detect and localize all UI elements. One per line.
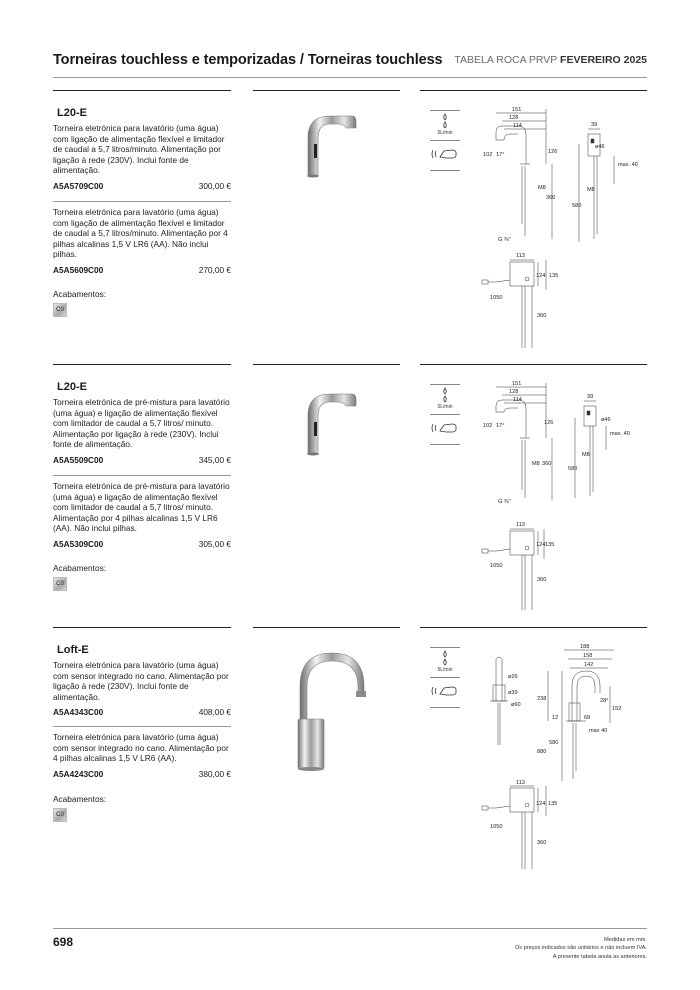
icon-divider	[430, 647, 460, 648]
dim-b: 128	[509, 389, 519, 395]
variant-battery	[53, 481, 231, 549]
dim-box-h1: 124	[536, 273, 546, 279]
water-drops-icon	[430, 649, 460, 669]
section-divider	[420, 90, 647, 91]
dim-box-h2: 135	[548, 801, 558, 807]
dim-box-w: 113	[516, 780, 525, 786]
dim-h880: 880	[537, 749, 547, 755]
icon-divider	[430, 444, 460, 445]
technical-drawing	[474, 641, 644, 891]
dim-h580: 580	[549, 740, 559, 746]
variant-description: Torneira eletrónica para lavatório (uma água) com sensor integrado no cano. Alimentação por ligação à rede (230V). Inclui fonte de alimentação.	[53, 660, 229, 702]
dim-box-w: 113	[516, 522, 525, 528]
product-name: Loft-E	[57, 644, 89, 656]
dim-hose: 360	[537, 840, 547, 846]
dim-d39: ø39	[508, 690, 518, 696]
dim-thread: M8	[532, 461, 540, 467]
variant-description: Torneira eletrónica para lavatório (uma água) com sensor integrado no cano. Alimentação por 4 pilhas alcalinas 1,5 V LR6 (AA).	[53, 732, 229, 764]
dim-angle: 17°	[496, 152, 505, 158]
dim-j: 580	[568, 466, 578, 472]
variant-mains	[53, 397, 231, 465]
dim-d26: ø26	[508, 674, 518, 680]
product-price: 300,00 €	[198, 180, 231, 191]
flow-rate-label: 5L/min	[437, 130, 453, 136]
technical-drawing	[474, 104, 644, 354]
variant-description: Torneira eletrónica de pré-mistura para lavatório (uma água) e ligação de alimentação flexível com limitador de caudal a 5,7 litros/ minuto. Alimentação por 4 pilhas alcalinas 1,5 V LR6 (AA). Não inclui pilhas.	[53, 481, 230, 534]
variant-divider	[53, 475, 231, 476]
variant-battery	[53, 207, 231, 275]
dim-e: 126	[548, 149, 558, 155]
dim-h: 39	[587, 394, 594, 400]
touchless-sensor-icon	[430, 682, 460, 700]
dim-cable: 1050	[490, 824, 503, 830]
dim-hose: 360	[537, 577, 547, 583]
dim-g: G ⅜"	[498, 499, 511, 505]
product-name: L20-E	[57, 381, 87, 393]
finish-chrome-swatch: C0	[53, 577, 67, 591]
variant-divider	[53, 726, 231, 727]
dim-j: 580	[572, 203, 582, 209]
flow-rate-label: 5L/min	[437, 667, 453, 673]
variant-description: Torneira eletrónica para lavatório (uma água) com ligação de alimentação flexível e limitador de caudal a 5,7 litros/minuto. Alimentação por 4 pilhas alcalinas 1,5 V LR6 (AA). Não inclui pilhas.	[53, 207, 228, 260]
faucet-l20e-image	[290, 108, 362, 178]
product-price: 305,00 €	[198, 538, 231, 549]
section-divider	[53, 627, 231, 628]
finishes-label: Acabamentos:	[53, 289, 107, 299]
section-divider	[253, 364, 400, 365]
section-divider	[420, 364, 647, 365]
product-name: L20-E	[57, 107, 87, 119]
product-code: A5A4243C00	[53, 768, 104, 779]
dim-c: 114	[513, 397, 522, 403]
icon-divider	[430, 110, 460, 111]
dim-angle: 17°	[496, 423, 505, 429]
finish-chrome-swatch: C0	[53, 808, 67, 822]
product-section-l20e-2	[0, 364, 700, 634]
section-divider	[53, 364, 231, 365]
dim-hose: 360	[537, 313, 547, 319]
dim-d: 102	[483, 152, 493, 158]
variant-mains	[53, 123, 231, 191]
product-code: A5A4343C00	[53, 707, 104, 718]
dim-w158: 158	[583, 653, 593, 659]
product-price: 345,00 €	[198, 454, 231, 465]
dim-m8b: M8	[582, 452, 590, 458]
product-code: A5A5609C00	[53, 264, 104, 275]
dim-c: 114	[513, 123, 522, 129]
dim-h: 39	[591, 122, 598, 128]
dim-f: 360	[546, 195, 556, 201]
header-divider	[53, 77, 647, 78]
section-divider	[253, 90, 400, 91]
dim-max: max 40	[589, 728, 608, 734]
product-code: A5A5309C00	[53, 538, 104, 549]
dim-h152: 152	[612, 706, 622, 712]
dim-dia: ø46	[601, 417, 611, 423]
footer-divider	[53, 928, 647, 929]
dim-b: 128	[509, 115, 519, 121]
variant-description: Torneira eletrónica para lavatório (uma água) com ligação de alimentação flexível e limitador de caudal a 5,7 litros/minuto. Alimentação por ligação à rede (230V). Inclui fonte de alimentação.	[53, 123, 225, 176]
icon-divider	[430, 677, 460, 678]
icon-divider	[430, 384, 460, 385]
dim-w188: 188	[580, 644, 590, 650]
faucet-loft-e-image	[290, 647, 380, 772]
catalog-date: FEVEREIRO 2025	[560, 54, 647, 66]
catalog-name: TABELA ROCA PRVP	[454, 54, 558, 66]
dim-box-h1: 124	[536, 542, 546, 548]
product-code: A5A5709C00	[53, 180, 104, 191]
dim-h68: 68	[584, 715, 591, 721]
variant-divider	[53, 201, 231, 202]
variant-battery	[53, 732, 231, 779]
dim-d60: ø60	[511, 702, 521, 708]
finish-chrome-swatch: C0	[53, 303, 67, 317]
dim-box-h2: 135	[549, 273, 559, 279]
dim-f: 360	[542, 461, 552, 467]
dim-cable: 1050	[490, 563, 503, 569]
dim-a: 151	[512, 107, 522, 113]
icon-divider	[430, 707, 460, 708]
flow-rate-label: 5L/min	[437, 404, 453, 410]
footer-note: A presente tabela anula as anteriores.	[552, 953, 647, 960]
section-divider	[253, 627, 400, 628]
finishes-label: Acabamentos:	[53, 563, 107, 573]
dim-max: max. 40	[610, 431, 630, 437]
icon-divider	[430, 414, 460, 415]
dim-a: 151	[512, 381, 522, 387]
dim-e: 126	[544, 420, 554, 426]
water-drops-icon	[430, 386, 460, 406]
dim-a28: 28°	[600, 698, 609, 704]
icon-divider	[430, 170, 460, 171]
dim-max: max. 40	[618, 162, 638, 168]
dim-h12: 12	[552, 715, 559, 721]
touchless-sensor-icon	[430, 419, 460, 437]
finishes-label: Acabamentos:	[53, 794, 107, 804]
faucet-l20e-image	[290, 386, 362, 456]
footer-note: Medidas em mm.	[604, 937, 647, 943]
dim-w142: 142	[584, 662, 594, 668]
dim-box-w: 113	[516, 253, 525, 259]
water-drops-icon	[430, 112, 460, 132]
dim-thread: M8	[538, 185, 546, 191]
dim-dia: ø46	[595, 144, 605, 150]
footer-note: Os preços indicados são unitários e não incluem IVA.	[514, 945, 647, 952]
catalog-edition	[454, 54, 647, 66]
product-price: 380,00 €	[198, 768, 231, 779]
product-section-loft-e	[0, 627, 700, 897]
dim-h238: 238	[537, 696, 547, 702]
dim-box-h2: 135	[545, 542, 555, 548]
technical-drawing	[474, 378, 644, 628]
dim-box-h1: 124	[536, 801, 546, 807]
product-section-l20e-1	[0, 90, 700, 360]
product-price: 408,00 €	[198, 707, 231, 718]
variant-description: Torneira eletrónica de pré-mistura para lavatório (uma água) e ligação de alimentação flexível com limitador de caudal a 5,7 litros/ minuto. Alimentação por ligação à rede (230V). Inclui fonte de alimentação.	[53, 397, 230, 450]
dim-m8b: M8	[587, 187, 595, 193]
product-code: A5A5509C00	[53, 454, 104, 465]
icon-divider	[430, 140, 460, 141]
page-title: Torneiras touchless e temporizadas / Torneiras touchless	[53, 52, 443, 68]
page-number: 698	[53, 935, 74, 949]
variant-mains	[53, 660, 231, 717]
footer-notes	[515, 936, 647, 961]
section-divider	[420, 627, 647, 628]
dim-d: 102	[483, 423, 493, 429]
dim-cable: 1050	[490, 295, 503, 301]
dim-g: G ⅜"	[498, 237, 511, 243]
product-price: 270,00 €	[198, 264, 231, 275]
touchless-sensor-icon	[430, 145, 460, 163]
section-divider	[53, 90, 231, 91]
